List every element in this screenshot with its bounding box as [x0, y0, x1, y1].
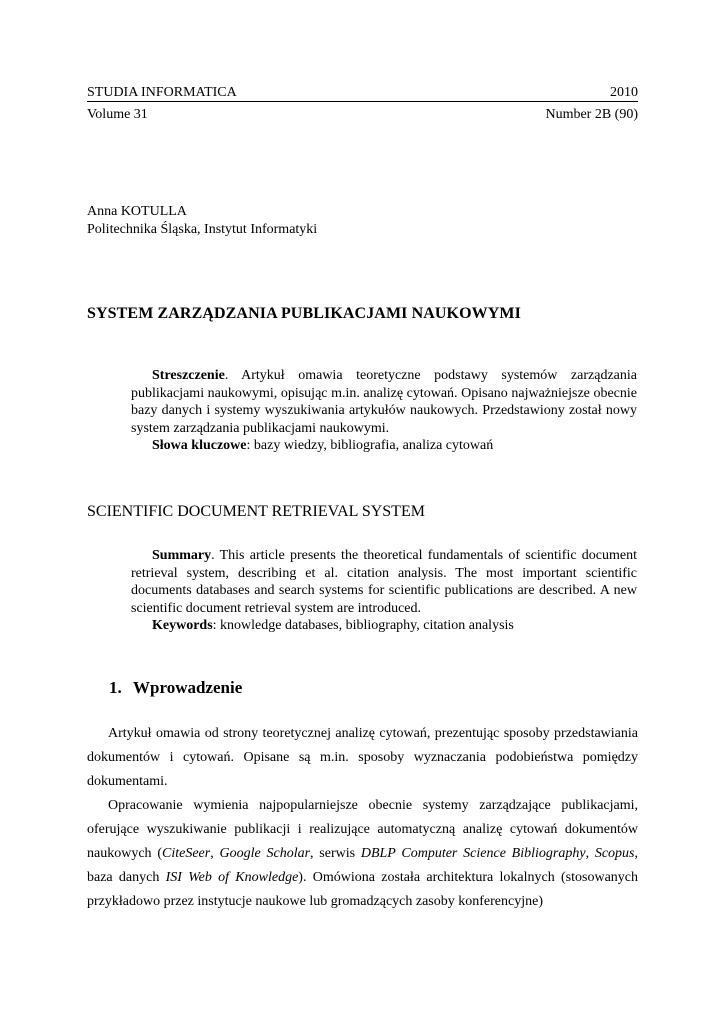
abstract-pl-body: . Artykuł omawia teoretyczne podstawy systemów zarządzania publikacjami naukowymi, opisując m.in. analizę cytowań. Opisano najważniejsze obecnie bazy danych i systemy wyszukiwania artykułów naukowych. Przedstawiony został nowy system zarządzania publikacjami naukowymi.: [131, 368, 637, 436]
isi-ref: ISI Web of Knowledge: [165, 870, 299, 885]
abstract-en: [131, 547, 637, 635]
author-block: [87, 203, 317, 239]
author-affiliation: Politechnika Śląska, Instytut Informatyki: [87, 222, 318, 237]
scopus-ref: Scopus: [594, 846, 635, 861]
p2-text-b: ,: [210, 846, 220, 861]
journal-year: 2010: [610, 85, 638, 100]
p2-text-f: ). Omówiona została architektura lokalnych (stosowanych przykładowo przez instytucje naukowe lub gromadzących zasoby konferencyjne): [87, 870, 638, 909]
body-paragraph-1: Artykuł omawia od strony teoretycznej analizę cytowań, prezentując sposoby przedstawiania dokumentów i cytowań. Opisane są m.in. sposoby wyznaczania podobieństwa pomiędzy dokumentami.: [87, 726, 638, 789]
section-title: Wprowadzenie: [133, 678, 243, 697]
keywords-pl-list: : bazy wiedzy, bibliografia, analiza cytowań: [246, 438, 494, 453]
abstract-pl: [131, 367, 637, 455]
keywords-pl: [131, 437, 637, 455]
keywords-pl-label: Słowa kluczowe: [152, 438, 247, 453]
header-row-1: [87, 84, 638, 102]
citeseer-ref: CiteSeer: [161, 846, 211, 861]
journal-number: Number 2B (90): [545, 107, 638, 122]
p2-text-c: , serwis: [310, 846, 361, 861]
paper-title-pl: SYSTEM ZARZĄDZANIA PUBLIKACJAMI NAUKOWYMI: [87, 305, 521, 322]
p2-text-a: Opracowanie wymienia najpopularniejsze obecnie systemy zarządzające publikacjami, oferujące wyszukiwanie publikacji i realizujące automatyczną analizę cytowań dokumentów naukowych (: [87, 798, 638, 861]
abstract-en-text: [131, 547, 637, 617]
journal-volume: Volume 31: [87, 107, 148, 122]
abstract-pl-label: Streszczenie: [152, 368, 225, 383]
abstract-en-label: Summary: [152, 548, 212, 563]
p2-text-d: ,: [585, 846, 595, 861]
header-row-2: [87, 106, 638, 123]
section-number: 1.: [109, 678, 122, 697]
keywords-en-label: Keywords: [152, 618, 213, 633]
abstract-pl-text: [131, 367, 637, 437]
author-name: Anna KOTULLA: [87, 204, 187, 219]
journal-header: [87, 84, 638, 123]
keywords-en-list: : knowledge databases, bibliography, citation analysis: [212, 618, 514, 633]
body-paragraph-2: [87, 794, 638, 914]
p2-text-e: , baza danych: [87, 846, 639, 885]
paper-title-en: SCIENTIFIC DOCUMENT RETRIEVAL SYSTEM: [87, 503, 425, 520]
body-text: [87, 722, 638, 914]
abstract-en-body: . This article presents the theoretical fundamentals of scientific document retrieval system, describing et al. citation analysis. The most important scientific documents databases and search systems for scientific publications are described. A new scientific document retrieval system are introduced.: [131, 548, 637, 616]
section-heading: [109, 678, 242, 698]
keywords-en: [131, 617, 637, 635]
google-scholar-ref: Google Scholar: [219, 846, 311, 861]
journal-name: STUDIA INFORMATICA: [87, 85, 237, 100]
dblp-ref: DBLP Computer Science Bibliography: [360, 846, 586, 861]
